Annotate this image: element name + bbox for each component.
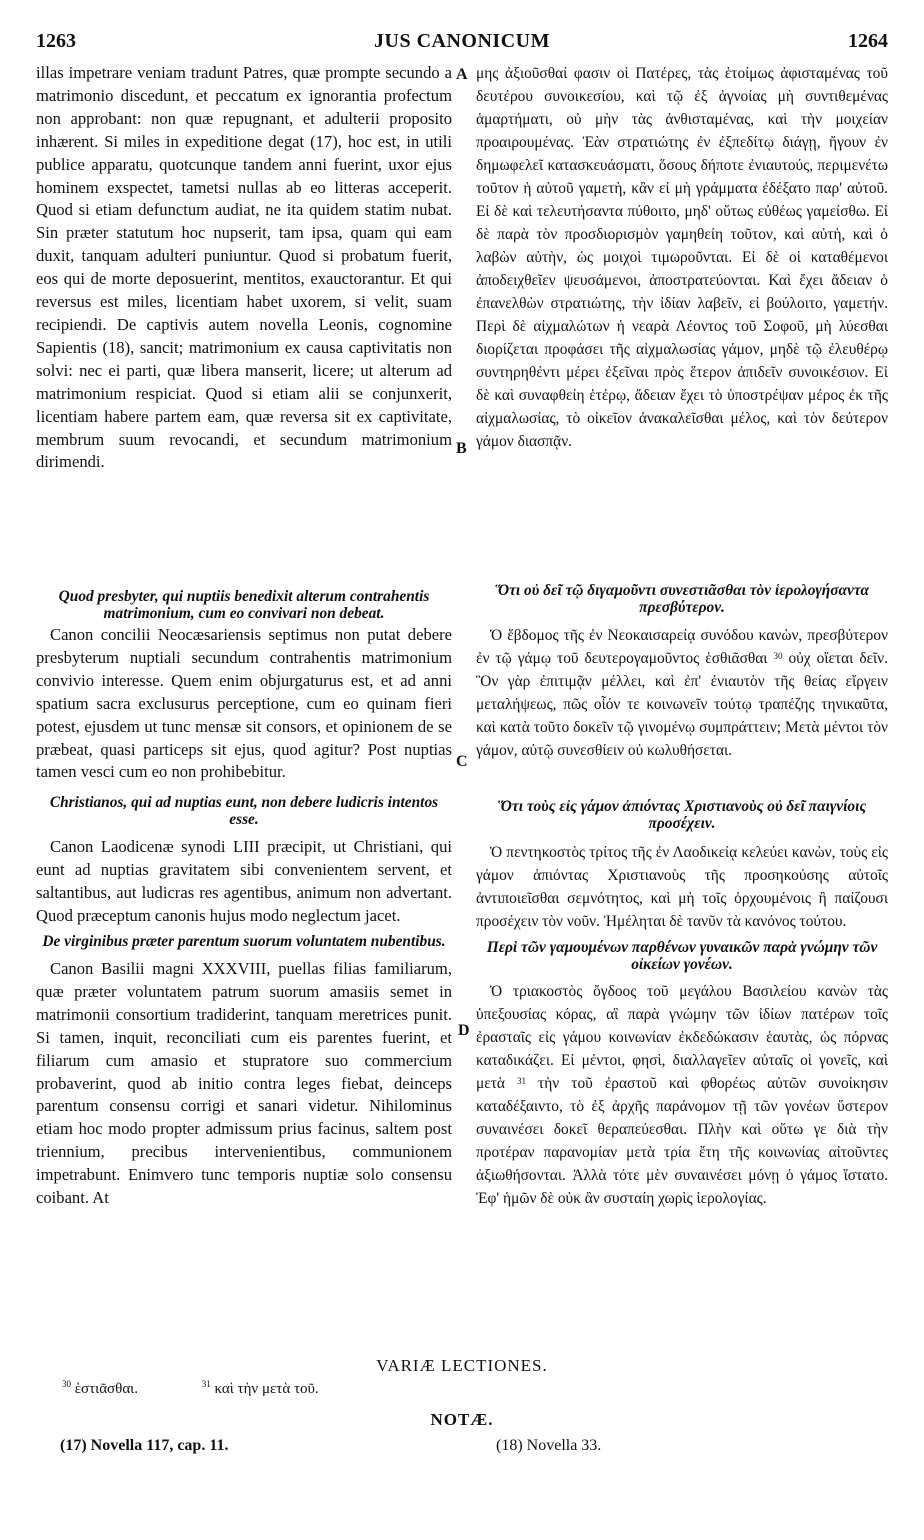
latin-paragraph-4: Canon Basilii magni XXXVIII, puellas filias familiarum, quæ præter voluntatem patrum suorum amasiis semet in matrimonii consortium tradiderint, tanquam meretrices punit. Si tamen, inquit, reconciliati cum eis parentes fuerint, et filiarum cum amasio et stupratore suo commercium probaverint, quod ab initio contra leges fiebat, deinceps parentum consensu corrigi et sanari videtur. Nihilominus etiam hoc modo propter admissum prius facinus, saltem post triennium, precibus intervenientibus, communionem impetrabunt. Enimvero tunc temporis nuptiæ solo consensu coibant. At: [36, 958, 452, 1208]
page-number-left: 1263: [36, 30, 76, 52]
latin-paragraph-3: Canon Laodicenæ synodi LIII præcipit, ut Christiani, qui eunt ad nuptias gravitatem sibi convenientem servent, et saltantibus, aut ludicras res agentibus, animum non advertant. Quod præceptum canonis hujus modo neglectum jacet.: [36, 837, 452, 926]
notae-title: NOTÆ.: [430, 1410, 494, 1429]
variant-31: $^{31}$ καὶ τὴν μετὰ τοῦ.: [201, 1379, 319, 1397]
variant-30: $^{30}$ ἑστιᾶσθαι.: [62, 1379, 138, 1397]
greek-heading-2: Ὅτι οὐ δεῖ τῷ διγαμοῦντι συνεστιᾶσθαι τὸν ἱερολογήσαντα πρεσβύτερον.: [494, 582, 870, 616]
latin-paragraph-2: Canon concilii Neocæsariensis septimus non putat debere presbyterum nuptiali secundum contrahentis matrimonium convivio interesse. Quem enim objurgaturus est, et ad anni spatium sacra exclusurus perceptione, cum eo quinam fieri potest, ejusdem ut tunc mensæ sit consors, et opinionem de se præbeat, quasi particeps sit ejus, quod agitur? Post nuptias tamen vesci cum eo non prohibebitur.: [36, 625, 452, 782]
latin-heading-4: De virginibus præter parentum suorum voluntatem nubentibus.: [42, 932, 446, 950]
running-header: [36, 30, 888, 60]
margin-letter-a: A: [456, 66, 468, 83]
greek-paragraph-3: Ὁ πεντηκοστὸς τρίτος τῆς ἐν Λαοδικείᾳ κελεύει κανὼν, τοὺς εἰς γάμον ἀπιόντας Χριστιανοὺς τῆς προσηκούσης αὐτοῖς ἀντιποιεῖσθαι σεμνότητος, καὶ μὴ τοῖς ὀρχουμένοις ἢ παίζουσι προσέχειν τὸν νοῦν. Ἠμέληται δὲ τανῦν τὰ κανόνος τούτου.: [476, 844, 888, 930]
greek-paragraph-1: μης ἀξιοῦσθαί φασιν οἱ Πατέρες, τὰς ἑτοίμως ἀφισταμένας τοῦ δευτέρου συνοικεσίου, καὶ τῷ ἐξ ἀγνοίας μὴ συντιθεμένας ἁμαρτήματι, οὐ μὴν τὰς ἀνθισταμένας, καὶ τὴν μοιχείαν προαιρουμένας. Ἐὰν στρατιώτης ἐν ἐξπεδίτῳ διάγῃ, ἤγουν ἐν δημωφελεῖ κατασκευάσματι, ὅσους δήποτε ἐνιαυτούς, περιμενέτω τοῦτον ἡ αὐτοῦ γαμετὴ, κἂν εἰ μὴ γράμματα ἐδέξατο παρ' αὐτοῦ. Εἰ δὲ καὶ τελευτήσαντα πύθοιτο, μηδ' οὕτως εὐθέως γαμείσθω. Εἰ δὲ παρὰ τὸν προσδιορισμὸν γαμηθείη τοῦτον, καὶ αὐτὴ, καὶ ὁ λαβὼν αὐτὴν, ὡς μοιχοὶ τιμωροῦνται. Εἰ δὲ οἱ καταθέμενοι ἀποδειχθεῖεν ψευσάμενοι, ἀποστρατεύονται. Καὶ ἔχει ἄδειαν ὁ ἐπανελθὼν στρατιώτης, τὴν ἰδίαν λαβεῖν, εἰ βούλοιτο, γαμετήν. Περὶ δὲ αἰχμαλώτων ἡ νεαρὰ Λέοντος τοῦ Σοφοῦ, μὴ λύεσθαι διορίζεται προφάσει τῆς αἰχμαλωσίας γάμον, μηδὲ τῷ ἐλευθέρῳ συντηρηθέντι μέρει ἐξεῖναι πρὸς ἕτερον ἀπιδεῖν συνοικέσιον. Εἰ δὲ καὶ συναφθείη ἑτέρῳ, ἄδειαν ἔχει τὸ ὑποστρέψαν μέρος ἐκ τῆς αἰχμαλωσίας, τὸ οἰκεῖον ἀνακαλεῖσθαι μέλος, καὶ τὸν δεύτερον γάμον διασπᾷν.: [476, 65, 888, 450]
variant-ref-30: 30: [773, 651, 783, 661]
note-17: (17) Novella 117, cap. 11.: [60, 1437, 229, 1454]
page-number-right: 1264: [848, 30, 888, 52]
variae-lectiones-list: [62, 1381, 379, 1398]
variant-ref-31: 31: [517, 1076, 527, 1086]
margin-letter-b: B: [456, 440, 467, 457]
greek-paragraph-4: Ὁ τριακοστὸς ὄγδοος τοῦ μεγάλου Βασιλείου κανὼν τὰς ὑπεξουσίας κόρας, αἳ παρὰ γνώμην τῶν ἰδίων πατέρων τοῖς ἐρασταῖς εἰς γάμου κοινωνίαν ἐκδεδώκασιν ἑαυτὰς, ὡς πόρνας καταδικάζει. Εἰ μέντοι, φησὶ, διαλλαγεῖεν αὐταῖς οἱ γονεῖς, καὶ μετὰ $^{31}$ τὴν τοῦ ἐραστοῦ καὶ φθορέως αὐτῶν συνοίκησιν καταδέξαιντο, τὸ ἐξ ἀρχῆς παράνομον τῇ τῶν γονέων ὕστερον συναινέσει δοκεῖ θεραπεύεσθαι. Πλὴν καὶ οὕτω γε διὰ τὴν προτέραν παρανομίαν μετὰ τρία ἔτη τῆς κοινωνίας αἰτοῦντες ἀξιωθήσονται. Ἀλλὰ τότε μὲν συναινέσει μόνῃ ὁ γάμος ἵστατο. Ἐφ' ἡμῶν δὲ οὐκ ἂν συσταίη χωρὶς ἱερολογίας.: [476, 983, 888, 1207]
margin-letter-c: C: [456, 753, 468, 770]
variae-lectiones-title: VARIÆ LECTIONES.: [376, 1356, 548, 1375]
greek-paragraph-2: Ὁ ἕβδομος τῆς ἐν Νεοκαισαρείᾳ συνόδου κανὼν, πρεσβύτερον ἐν τῷ γάμῳ τοῦ δευτερογαμοῦντος ἑσθιᾶσθαι $^{30}$ οὐχ οἴεται δεῖν. Ὃν γὰρ ἐπιτιμᾷν μέλλει, καὶ ἐπ' ἐνιαυτὸν τῆς θείας εἴργειν μεταλήψεως, πῶς οἷόν τε κοινωνεῖν τούτῳ τραπέζης τηνικαῦτα, καὶ κατὰ τοῦτο δοκεῖν τῷ γινομένῳ συμπράττειν; Μετὰ μέντοι τὸν γάμον, αὐτῷ συνεσθίειν οὐ κωλυθήσεται.: [476, 627, 888, 759]
latin-column: [36, 62, 452, 1210]
greek-column: [476, 62, 888, 1210]
latin-paragraph-1: illas impetrare veniam tradunt Patres, quæ prompte secundo a matrimonio discedunt, et peccatum ex ignorantia profectum non approbant: non quæ repugnant, et adulterii proposito inhærent. Si miles in expeditione degat (17), hoc est, in utili publice apparatu, quotcunque tandem anni fuerint, uxor ejus hominem exspectet, tametsi nullas ab eo litteras acceperit. Quod si etiam defunctum audiat, ne ita quidem statim nubat. Sin præter statutum hoc nupserit, tam ipsa, quam qui eam duxit, tanquam adulteri puniuntur. Quod si probatum fuerit, eos qui de morte deposuerint, mentitos, exauctorantur. Et qui reversus est miles, licentiam habet uxorem, si velit, suam recipiendi. De captivis autem novella Leonis, cognomine Sapientis (18), sancit; matrimonium ex causa captivitatis non solvi: nec ei parti, quæ libera manserit, licere; ut alterum ad matrimonium respiciat. Quod si etiam alii se conjunxerit, licentiam habere partem eam, quæ reversa sit ex captivitate, membrum suum revocandi, et secundum matrimonium dirimendi.: [36, 63, 452, 472]
running-title: JUS CANONICUM: [374, 30, 550, 52]
latin-heading-2: Quod presbyter, qui nuptiis benedixit alterum contrahentis matrimonium, cum eo convivari non debeat.: [58, 588, 430, 622]
greek-heading-3: Ὅτι τοὺς εἰς γάμον ἀπιόντας Χριστιανοὺς οὐ δεῖ παιγνίοις προσέχειν.: [497, 798, 867, 832]
note-18: (18) Novella 33.: [496, 1437, 602, 1454]
latin-heading-3: Christianos, qui ad nuptias eunt, non debere ludicris intentos esse.: [49, 794, 439, 829]
margin-letter-d: D: [458, 1022, 470, 1039]
greek-heading-4: Περὶ τῶν γαμουμένων παρθένων γυναικῶν παρὰ γνώμην τῶν οἰκείων γονέων.: [486, 939, 878, 973]
